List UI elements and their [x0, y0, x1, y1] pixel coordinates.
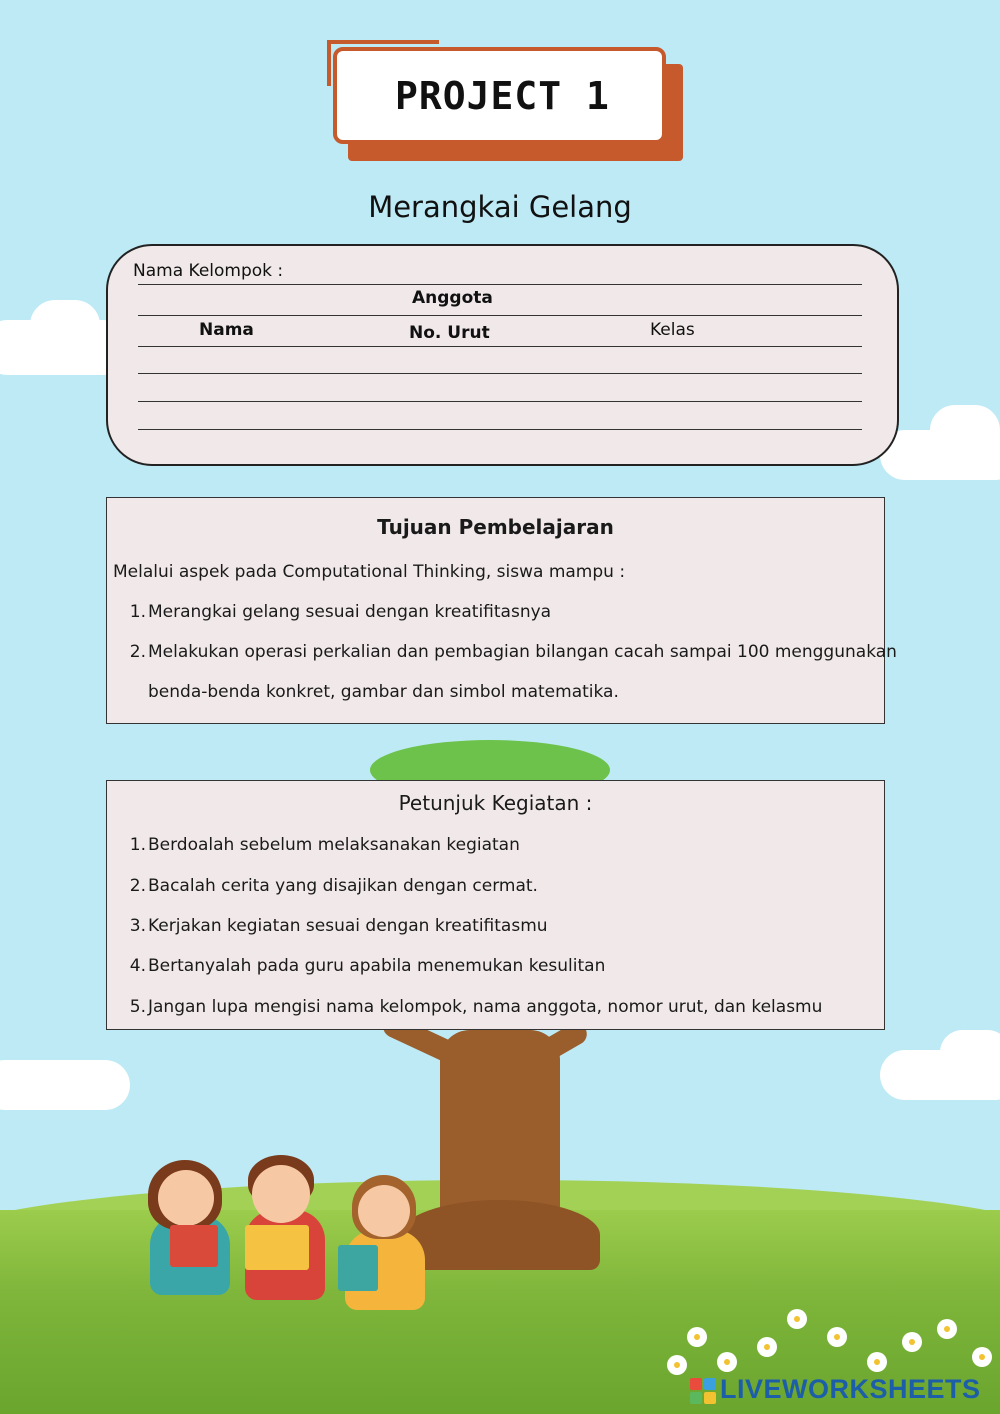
page-title: PROJECT 1	[395, 74, 610, 118]
objectives-intro: Melalui aspek pada Computational Thinking, siswa mampu :	[113, 562, 626, 582]
flower	[690, 1330, 704, 1344]
instruction-text: Bacalah cerita yang disajikan dengan cermat.	[148, 876, 538, 896]
kid-girl-right-face	[358, 1185, 410, 1237]
flower	[975, 1350, 989, 1364]
instruction-number: 2.	[129, 876, 146, 896]
instruction-text: Berdoalah sebelum melaksanakan kegiatan	[148, 835, 520, 855]
flower	[940, 1322, 954, 1336]
member-row-line-3[interactable]	[138, 401, 862, 402]
book-yellow	[245, 1225, 309, 1270]
objective-number: 2.	[129, 642, 146, 662]
cloud-left-puff	[30, 300, 100, 350]
objective-text-continued: benda-benda konkret, gambar dan simbol matematika.	[148, 682, 619, 702]
column-class: Kelas	[650, 320, 695, 340]
member-row-line-2[interactable]	[138, 373, 862, 374]
flower	[760, 1340, 774, 1354]
objectives-title: Tujuan Pembelajaran	[377, 515, 614, 539]
instruction-number: 5.	[129, 997, 146, 1017]
column-number: No. Urut	[409, 323, 490, 343]
flower	[670, 1358, 684, 1372]
instruction-text: Bertanyalah pada guru apabila menemukan kesulitan	[148, 956, 606, 976]
instruction-text: Jangan lupa mengisi nama kelompok, nama anggota, nomor urut, dan kelasmu	[148, 997, 823, 1017]
instruction-number: 3.	[129, 916, 146, 936]
liveworksheets-watermark[interactable]: LIVEWORKSHEETS	[720, 1374, 981, 1404]
objective-number: 1.	[129, 602, 146, 622]
book-red	[170, 1225, 218, 1267]
flower	[905, 1335, 919, 1349]
tree-roots	[400, 1200, 600, 1270]
members-label: Anggota	[412, 288, 493, 308]
instruction-text: Kerjakan kegiatan sesuai dengan kreatifitasmu	[148, 916, 548, 936]
instruction-number: 4.	[129, 956, 146, 976]
instruction-number: 1.	[129, 835, 146, 855]
objective-text: Merangkai gelang sesuai dengan kreatifitasnya	[148, 602, 552, 622]
form-rule	[138, 284, 280, 285]
instructions-panel	[106, 780, 885, 1030]
member-row-line-1[interactable]	[138, 346, 862, 347]
flower	[870, 1355, 884, 1369]
liveworksheets-logo-icon	[690, 1378, 716, 1404]
column-name: Nama	[199, 320, 254, 340]
cloud-lower-right-puff	[940, 1030, 1000, 1075]
page-subtitle: Merangkai Gelang	[368, 190, 632, 224]
kid-girl-left-face	[158, 1170, 214, 1226]
form-rule	[138, 315, 862, 316]
flower	[830, 1330, 844, 1344]
group-name-line[interactable]	[280, 284, 862, 285]
instructions-title: Petunjuk Kegiatan :	[398, 791, 593, 815]
cloud-lower-left	[0, 1060, 130, 1110]
cloud-right-puff	[930, 405, 1000, 455]
kid-boy-face	[252, 1165, 310, 1223]
flower	[790, 1312, 804, 1326]
flower	[720, 1355, 734, 1369]
group-name-label: Nama Kelompok :	[133, 261, 284, 281]
book-teal	[338, 1245, 378, 1291]
objective-text: Melakukan operasi perkalian dan pembagian bilangan cacah sampai 100 menggunakan	[148, 642, 897, 662]
member-row-line-4[interactable]	[138, 429, 862, 430]
